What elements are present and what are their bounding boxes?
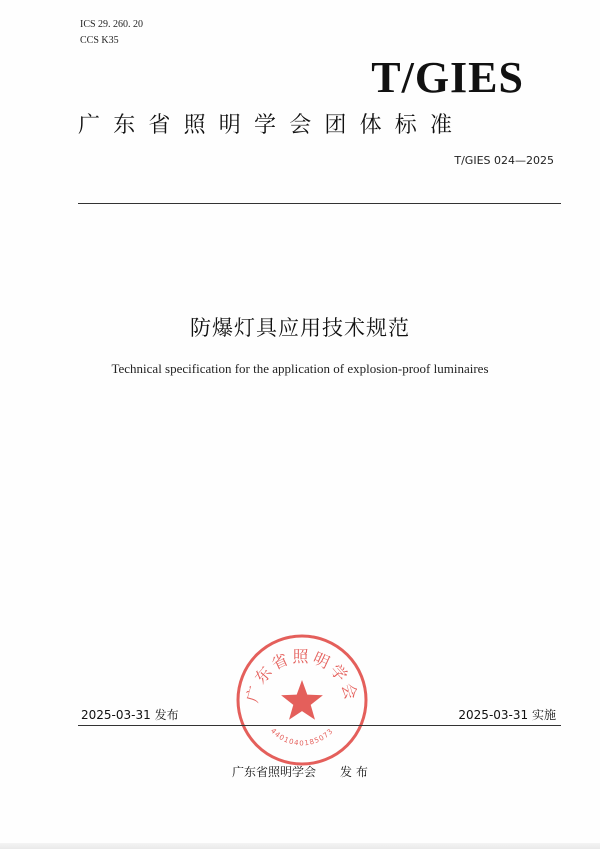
- ics-code: ICS 29. 260. 20: [80, 19, 144, 30]
- official-seal: [234, 632, 370, 768]
- publish-label: 发布: [154, 708, 179, 722]
- document-title-english: Technical specification for the application of explosion-proof luminaires: [111, 361, 489, 376]
- seal-star-icon: [281, 680, 323, 720]
- document-title-chinese: 防爆灯具应用技术规范: [190, 316, 410, 340]
- ccs-code: CCS K35: [80, 35, 119, 46]
- seal-organization-name: 广东省照明学会: [242, 647, 362, 705]
- bottom-divider: [78, 725, 561, 726]
- publisher-action: 发 布: [340, 765, 368, 779]
- implement-date: 2025-03-31: [458, 708, 529, 722]
- publisher-line: [232, 763, 368, 780]
- organization-title: 广东省照明学会团体标准: [78, 113, 466, 138]
- seal-registration-code: 4401040185073: [268, 726, 336, 748]
- classification-codes: [80, 17, 143, 49]
- publish-date: 2025-03-31: [81, 708, 151, 722]
- standard-brand: T/GIES: [371, 53, 524, 102]
- top-divider: [78, 203, 561, 204]
- implement-date-line: [458, 706, 556, 723]
- publish-date-line: [81, 706, 179, 723]
- scan-bottom-edge: [0, 843, 600, 849]
- standard-number: T/GIES 024—2025: [454, 154, 554, 167]
- implement-label: 实施: [531, 708, 556, 722]
- publisher-name: 广东省照明学会: [232, 765, 317, 779]
